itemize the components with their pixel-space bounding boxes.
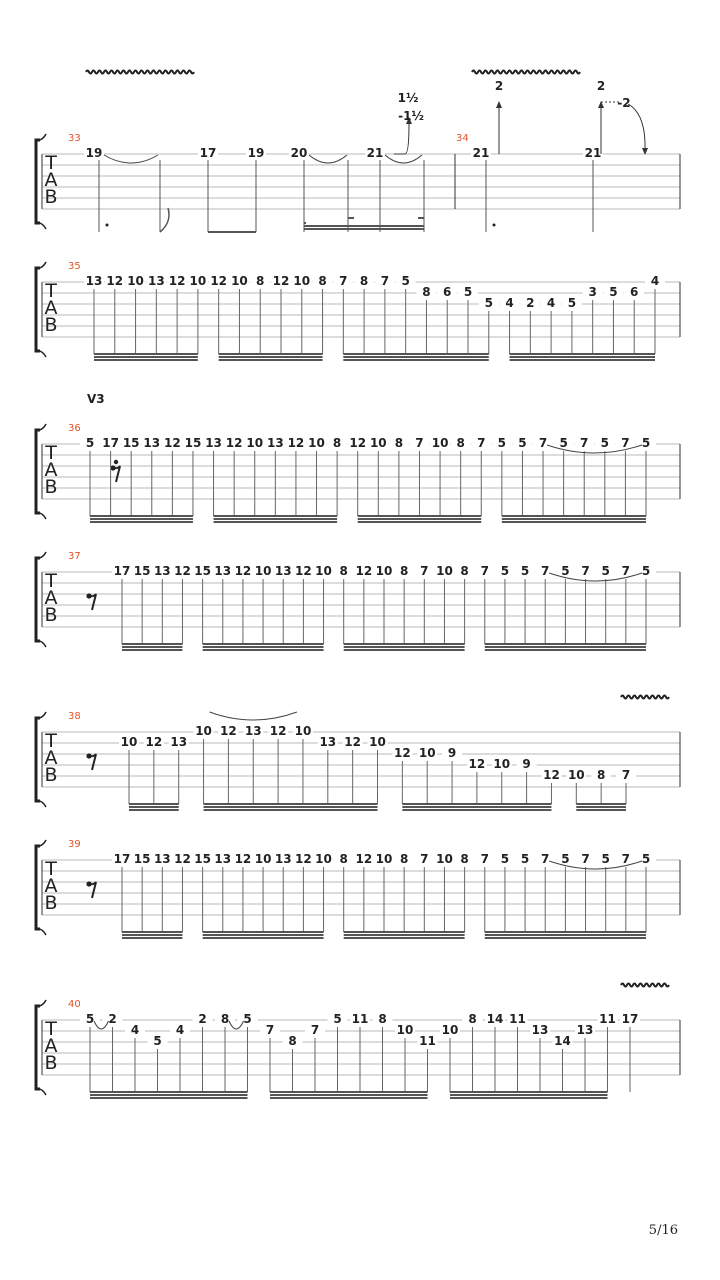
measure-number: 33: [68, 133, 81, 144]
fret-number: 19: [85, 146, 103, 160]
fret-number: 15: [122, 436, 140, 450]
fret-number: 5: [85, 1012, 95, 1026]
fret-number: 12: [295, 564, 312, 578]
tab-clef-letter: A: [44, 1035, 58, 1057]
fret-number: 11: [599, 1012, 616, 1026]
fret-number: 10: [418, 746, 436, 760]
fret-number: 13: [85, 274, 103, 288]
system-3: [36, 392, 680, 522]
fret-number: 5: [333, 1012, 342, 1026]
fret-number: 5: [484, 296, 493, 310]
fret-number: 8: [422, 285, 431, 299]
tab-clef-letter: A: [44, 169, 58, 191]
fret-number: 7: [621, 768, 631, 782]
bracket-hook: [40, 712, 46, 718]
fret-number: 5: [85, 436, 95, 450]
fret-number: 8: [460, 564, 469, 578]
vibrato-mark: [621, 696, 669, 699]
fret-number: 12: [234, 564, 252, 578]
measure-number: 37: [68, 551, 81, 562]
slur: [385, 155, 422, 163]
bracket-hook: [40, 801, 46, 807]
system-bracket: [36, 268, 40, 351]
bracket-hook: [40, 223, 46, 229]
measure-number: 39: [68, 839, 81, 850]
fret-number: 5: [243, 1012, 252, 1026]
fret-number: 12: [269, 724, 287, 738]
fret-number: 7: [621, 436, 630, 450]
fret-number: 11: [351, 1012, 369, 1026]
fret-number: 5: [463, 285, 473, 299]
bracket-hook: [40, 840, 46, 846]
fret-number: 5: [609, 285, 618, 299]
fret-number: 5: [641, 852, 651, 866]
fret-number: 13: [576, 1023, 594, 1037]
fret-number: 10: [441, 1023, 459, 1037]
fret-number: 9: [522, 757, 531, 771]
measure-number: 34: [456, 133, 469, 144]
fret-number: 15: [133, 852, 151, 866]
bracket-hook: [40, 1000, 46, 1006]
fret-number: 7: [420, 564, 429, 578]
system-bracket: [36, 430, 40, 513]
fret-number: 2: [526, 296, 535, 310]
fret-number: 8: [378, 1012, 387, 1026]
system-bracket: [36, 718, 40, 801]
fret-number: 5: [561, 852, 570, 866]
fret-number: 13: [170, 735, 188, 749]
bracket-hook: [40, 929, 46, 935]
fret-number: 11: [509, 1012, 526, 1026]
fret-number: 5: [500, 852, 510, 866]
fret-number: 12: [349, 436, 367, 450]
system-bracket: [36, 140, 40, 223]
fret-number: 7: [480, 852, 489, 866]
fret-number: 15: [194, 852, 211, 866]
fret-number: 8: [359, 274, 369, 288]
fret-number: 10: [120, 735, 138, 749]
tab-clef-letter: B: [44, 314, 58, 336]
fret-number: 5: [500, 564, 510, 578]
fret-number: 13: [214, 852, 232, 866]
fret-number: 8: [220, 1012, 230, 1026]
fret-number: 15: [184, 436, 202, 450]
fret-number: 17: [102, 436, 119, 450]
fret-number: 21: [366, 146, 384, 160]
fret-number: 13: [266, 436, 284, 450]
eighth-rest: [113, 466, 120, 482]
fret-number: 10: [315, 852, 332, 866]
fret-number: 8: [460, 852, 469, 866]
fret-number: 5: [518, 436, 527, 450]
fret-number: 10: [195, 724, 212, 738]
rest-dot: [114, 460, 118, 464]
fret-number: 4: [175, 1023, 185, 1037]
eighth-rest: [89, 594, 96, 610]
fret-number: 5: [401, 274, 410, 288]
fret-number: 12: [220, 724, 237, 738]
fret-number: 4: [505, 296, 514, 310]
fret-number: 13: [205, 436, 222, 450]
fret-number: 2: [108, 1012, 117, 1026]
fret-number: 11: [419, 1034, 436, 1048]
tab-clef-letter: A: [44, 297, 58, 319]
tab-clef-letter: A: [44, 587, 58, 609]
measure-number: 38: [68, 711, 81, 722]
fret-number: 12: [210, 274, 228, 288]
fret-number: 12: [234, 852, 252, 866]
fret-number: 10: [493, 757, 511, 771]
bend-arrow: [394, 124, 409, 154]
fret-number: 20: [290, 146, 308, 160]
fret-number: 10: [436, 564, 453, 578]
tab-clef-letter: T: [45, 858, 57, 880]
fret-number: 10: [375, 564, 393, 578]
fret-number: 7: [380, 274, 390, 288]
bracket-hook: [40, 351, 46, 357]
fret-number: 10: [189, 274, 207, 288]
fret-number: 5: [641, 436, 651, 450]
tab-clef-letter: T: [45, 730, 57, 752]
fret-number: 5: [520, 852, 530, 866]
fret-number: 10: [294, 724, 312, 738]
fret-number: 7: [477, 436, 486, 450]
fret-number: 2: [198, 1012, 207, 1026]
bend-label: 1½: [397, 91, 419, 105]
fret-number: 10: [246, 436, 264, 450]
fret-number: 12: [344, 735, 362, 749]
fret-number: 5: [601, 564, 610, 578]
system-bracket: [36, 558, 40, 641]
fret-number: 5: [561, 564, 570, 578]
fret-number: 7: [541, 852, 550, 866]
tab-clef-letter: B: [44, 892, 58, 914]
fret-number: 13: [143, 436, 161, 450]
fret-number: 5: [153, 1034, 162, 1048]
tab-clef-letter: B: [44, 1052, 58, 1074]
fret-number: 12: [106, 274, 124, 288]
bracket-hook: [40, 424, 46, 430]
fret-number: 9: [447, 746, 457, 760]
fret-number: 8: [339, 852, 348, 866]
fret-number: 10: [254, 564, 272, 578]
eighth-rest: [89, 882, 96, 898]
fret-number: 12: [174, 852, 191, 866]
system-6: [36, 839, 680, 938]
tab-clef-letter: B: [44, 764, 58, 786]
fret-number: 12: [393, 746, 411, 760]
fret-number: 13: [153, 852, 171, 866]
fret-number: 4: [546, 296, 556, 310]
fret-number: 13: [319, 735, 337, 749]
fret-number: 8: [394, 436, 404, 450]
slur: [210, 712, 297, 720]
fret-number: 10: [375, 852, 393, 866]
tab-clef-letter: T: [45, 442, 57, 464]
fret-number: 14: [486, 1012, 504, 1026]
fret-number: 7: [339, 274, 348, 288]
fret-number: 13: [274, 564, 292, 578]
fret-number: 8: [399, 852, 409, 866]
fret-number: 3: [588, 285, 597, 299]
fret-number: 5: [641, 564, 651, 578]
fret-number: 12: [543, 768, 560, 782]
vibrato-mark: [472, 71, 580, 74]
tab-clef-letter: A: [44, 875, 58, 897]
fret-number: 12: [272, 274, 290, 288]
fret-number: 7: [621, 564, 631, 578]
fret-number: 7: [480, 564, 489, 578]
dot: [493, 224, 496, 227]
system-1: [36, 71, 680, 233]
fret-number: 7: [415, 436, 424, 450]
bend-label: -2: [617, 96, 631, 110]
tab-clef-letter: T: [45, 1018, 57, 1040]
fret-number: 13: [531, 1023, 549, 1037]
measure-number: 35: [68, 261, 81, 272]
bracket-hook: [40, 1089, 46, 1095]
slur: [104, 155, 158, 163]
position-marker: V3: [87, 392, 105, 406]
fret-number: 7: [621, 852, 631, 866]
fret-number: 5: [520, 564, 530, 578]
fret-number: 7: [265, 1023, 275, 1037]
fret-number: 7: [581, 564, 590, 578]
fret-number: 10: [436, 852, 453, 866]
fret-number: 4: [130, 1023, 140, 1037]
fret-number: 8: [288, 1034, 297, 1048]
fret-number: 6: [443, 285, 452, 299]
fret-number: 10: [396, 1023, 414, 1037]
system-bracket: [36, 1006, 40, 1089]
fret-number: 8: [468, 1012, 477, 1026]
bend-label: -1½: [398, 109, 424, 123]
fret-number: 5: [497, 436, 507, 450]
fret-number: 7: [581, 852, 590, 866]
tab-clef-letter: T: [45, 280, 57, 302]
fret-number: 19: [247, 146, 265, 160]
fret-number: 10: [293, 274, 311, 288]
fret-number: 12: [168, 274, 186, 288]
fret-number: 8: [332, 436, 342, 450]
fret-number: 8: [339, 564, 348, 578]
bracket-hook: [40, 552, 46, 558]
bracket-hook: [40, 134, 46, 140]
fret-number: 13: [153, 564, 171, 578]
tab-clef-letter: B: [44, 604, 58, 626]
fret-number: 15: [133, 564, 151, 578]
tab-clef-letter: T: [45, 570, 57, 592]
fret-number: 17: [113, 564, 131, 578]
system-7: [36, 984, 680, 1099]
fret-number: 8: [318, 274, 327, 288]
measure-number: 36: [68, 423, 81, 434]
fret-number: 17: [113, 852, 131, 866]
tab-clef-letter: A: [44, 747, 58, 769]
vibrato-mark: [86, 71, 194, 74]
fret-number: 12: [145, 735, 163, 749]
bend-label: 2: [494, 79, 504, 93]
fret-number: 12: [174, 564, 191, 578]
fret-number: 13: [274, 852, 292, 866]
fret-number: 4: [650, 274, 660, 288]
fret-number: 12: [164, 436, 181, 450]
fret-number: 7: [541, 564, 550, 578]
fret-number: 14: [554, 1034, 571, 1048]
fret-number: 17: [621, 1012, 639, 1026]
tab-clef-letter: B: [44, 186, 58, 208]
system-2: [36, 261, 680, 360]
fret-number: 12: [355, 564, 373, 578]
fret-number: 21: [472, 146, 490, 160]
fret-number: 10: [369, 735, 386, 749]
fret-number: 12: [287, 436, 305, 450]
system-4: [36, 551, 680, 650]
bend-label: 2: [596, 79, 606, 93]
bracket-hook: [40, 513, 46, 519]
eighth-rest: [89, 754, 96, 770]
systems: [36, 71, 680, 1099]
fret-number: 21: [584, 146, 602, 160]
fret-number: 7: [538, 436, 548, 450]
bracket-hook: [40, 262, 46, 268]
fret-number: 10: [254, 852, 272, 866]
fret-number: 17: [199, 146, 217, 160]
fret-number: 12: [225, 436, 243, 450]
bend-arrowhead: [496, 101, 502, 108]
fret-number: 6: [630, 285, 639, 299]
fret-number: 10: [369, 436, 387, 450]
fret-number: 10: [231, 274, 248, 288]
fret-number: 5: [567, 296, 577, 310]
slur: [309, 155, 347, 163]
fret-number: 8: [399, 564, 409, 578]
fret-number: 5: [559, 436, 568, 450]
fret-number: 10: [308, 436, 325, 450]
fret-number: 10: [127, 274, 144, 288]
fret-number: 10: [431, 436, 449, 450]
system-5: [36, 696, 680, 811]
fret-number: 8: [256, 274, 265, 288]
fret-number: 15: [194, 564, 211, 578]
vibrato-mark: [621, 984, 669, 987]
fret-number: 13: [147, 274, 165, 288]
fret-number: 10: [567, 768, 585, 782]
release-arrow: [628, 104, 645, 150]
page-number: 5/16: [648, 1223, 678, 1238]
fret-number: 7: [580, 436, 589, 450]
fret-number: 7: [310, 1023, 320, 1037]
fret-number: 12: [468, 757, 486, 771]
fret-number: 12: [355, 852, 373, 866]
tab-clef-letter: B: [44, 476, 58, 498]
flag: [160, 208, 169, 232]
bracket-hook: [40, 641, 46, 647]
fret-number: 8: [456, 436, 465, 450]
tab-clef-letter: A: [44, 459, 58, 481]
fret-number: 8: [596, 768, 606, 782]
dot: [106, 224, 109, 227]
system-bracket: [36, 846, 40, 929]
fret-number: 7: [420, 852, 429, 866]
fret-number: 5: [600, 436, 609, 450]
measure-number: 40: [68, 999, 81, 1010]
fret-number: 10: [315, 564, 332, 578]
tab-clef-letter: T: [45, 152, 57, 174]
fret-number: 13: [214, 564, 232, 578]
fret-number: 12: [295, 852, 312, 866]
fret-number: 13: [244, 724, 262, 738]
fret-number: 5: [601, 852, 610, 866]
